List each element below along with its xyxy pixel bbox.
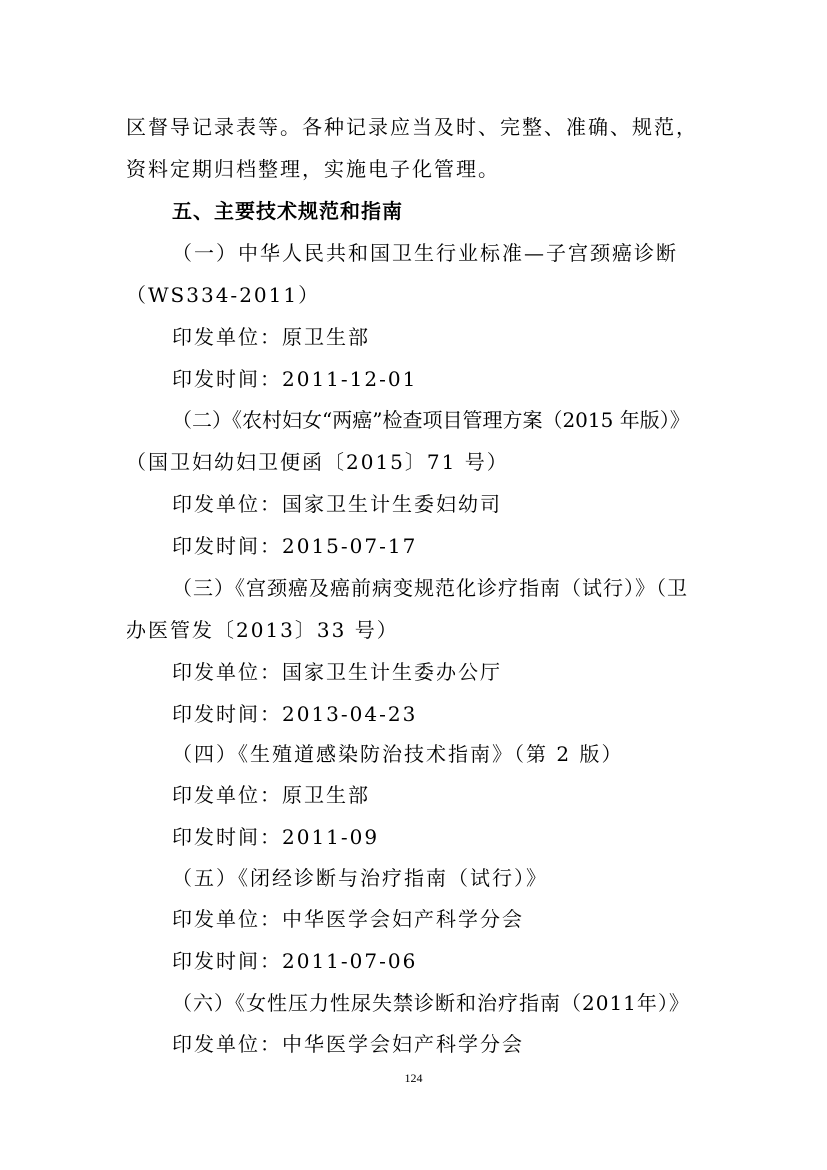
item3-issuer: 印发单位：国家卫生计生委办公厅 — [172, 660, 502, 684]
item1-title-line2: （WS334-2011） — [126, 283, 321, 307]
item5-issue-date: 印发时间：2011-07-06 — [172, 949, 418, 973]
intro-line-2: 资料定期归档整理，实施电子化管理。 — [126, 157, 500, 181]
item2-title-line1: （二）《农村妇女“两癌”检查项目管理方案（2015 年版）》 — [172, 408, 690, 432]
item2-issue-date: 印发时间：2015-07-17 — [172, 534, 418, 558]
item3-title-line2: 办医管发〔2013〕33 号） — [126, 618, 399, 642]
item3-issue-date: 印发时间：2013-04-23 — [172, 702, 418, 726]
item5-issuer: 印发单位：中华医学会妇产科学分会 — [172, 907, 524, 931]
item5-title-line1: （五）《闭经诊断与治疗指南（试行）》 — [172, 866, 548, 890]
item6-title-line1: （六）《女性压力性尿失禁诊断和治疗指南（2011年）》 — [172, 991, 690, 1015]
item4-issuer: 印发单位：原卫生部 — [172, 783, 370, 807]
item3-title-line1: （三）《宫颈癌及癌前病变规范化诊疗指南（试行）》（卫 — [172, 576, 688, 600]
item4-issue-date: 印发时间：2011-09 — [172, 825, 380, 849]
item2-issuer: 印发单位：国家卫生计生委妇幼司 — [172, 492, 502, 516]
item1-title-line1: （一）中华人民共和国卫生行业标准—子宫颈癌诊断 — [172, 241, 678, 265]
item4-title-line1: （四）《生殖道感染防治技术指南》（第 2 版） — [172, 742, 624, 766]
section-heading: 五、主要技术规范和指南 — [172, 199, 403, 223]
item1-issuer: 印发单位：原卫生部 — [172, 325, 370, 349]
item1-issue-date: 印发时间：2011-12-01 — [172, 367, 418, 391]
item2-title-line2: （国卫妇幼妇卫便函〔2015〕71 号） — [126, 450, 509, 474]
item6-issuer: 印发单位：中华医学会妇产科学分会 — [172, 1032, 524, 1056]
intro-line-1: 区督导记录表等。各种记录应当及时、完整、准确、规范， — [126, 115, 698, 139]
page-number: 124 — [404, 1071, 423, 1085]
